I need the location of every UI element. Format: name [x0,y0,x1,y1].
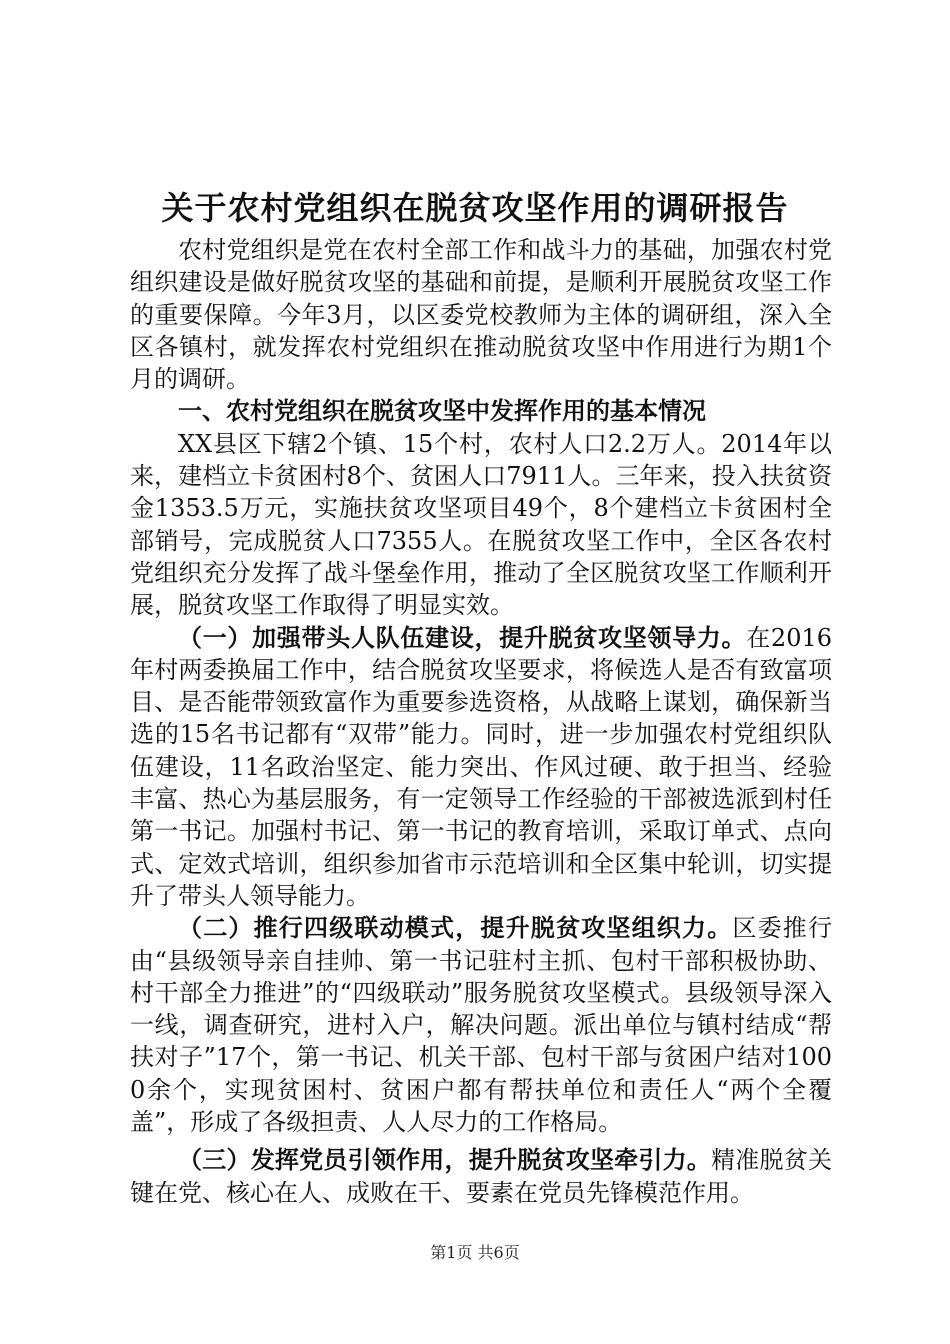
page-number-footer: 第1页 共6页 [430,1243,520,1262]
document-title: 关于农村党组织在脱贫攻坚作用的调研报告 [161,189,789,227]
section-heading: 一、农村党组织在脱贫攻坚中发挥作用的基本情况 [178,396,706,426]
item-body-2: 区委推行由“县级领导亲自挂帅、第一书记驻村主抓、包村干部积极协助、村干部全力推进”的“四级联动”服务脱贫攻坚模式。县级领导深入一线，调查研究，进村入户，解决问题。派出单位与镇村结成“帮扶对子”17个，第一书记、机关干部、包村干部与贫困户结对1000余个，实现贫困村、贫困户都有帮扶单位和责任人“两个全覆盖”，形成了各级担责、人人尽力的工作格局。 [130,914,833,1137]
item-paragraph-1 [130,622,832,913]
item-paragraph-2 [130,912,832,1138]
section-paragraph: XX县区下辖2个镇、15个村，农村人口2.2万人。2014年以来，建档立卡贫困村8个、贫困人口7911人。三年来，投入扶贫资金1353.5万元，实施扶贫攻坚项目49个，8个建档立卡贫困村全部销号，完成脱贫人口7355人。在脱贫攻坚工作中，全区各农村党组织充分发挥了战斗堡垒作用，推动了全区脱贫攻坚工作顺利开展，脱贫攻坚工作取得了明显实效。 [130,429,832,620]
item-body-3: 精准脱贫关键在党、核心在人、成败在干、要素在党员先锋模范作用。 [130,1146,833,1207]
item-lead-2: （二）推行四级联动模式，提升脱贫攻坚组织力。 [178,913,733,943]
item-lead-1: （一）加强带头人队伍建设，提升脱贫攻坚领导力。 [178,622,747,652]
document-body [130,234,832,1209]
intro-paragraph: 农村党组织是党在农村全部工作和战斗力的基础，加强农村党组织建设是做好脱贫攻坚的基础和前提，是顺利开展脱贫攻坚工作的重要保障。今年3月，以区委党校教师为主体的调研组，深入全区各镇村，就发挥农村党组织在推动脱贫攻坚中作用进行为期1个月的调研。 [130,236,832,394]
item-paragraph-3 [130,1144,832,1209]
item-body-1: 在2016年村两委换届工作中，结合脱贫攻坚要求，将候选人是否有致富项目、是否能带领致富作为重要参选资格，从战略上谋划，确保新当选的15名书记都有“双带”能力。同时，进一步加强农村党组织队伍建设，11名政治坚定、能力突出、作风过硬、敢于担当、经验丰富、热心为基层服务，有一定领导工作经验的干部被选派到村任第一书记。加强村书记、第一书记的教育培训，采取订单式、点向式、定效式培训，组织参加省市示范培训和全区集中轮训，切实提升了带头人领导能力。 [130,623,833,910]
item-lead-3: （三）发挥党员引领作用，提升脱贫攻坚牵引力。 [178,1145,712,1175]
